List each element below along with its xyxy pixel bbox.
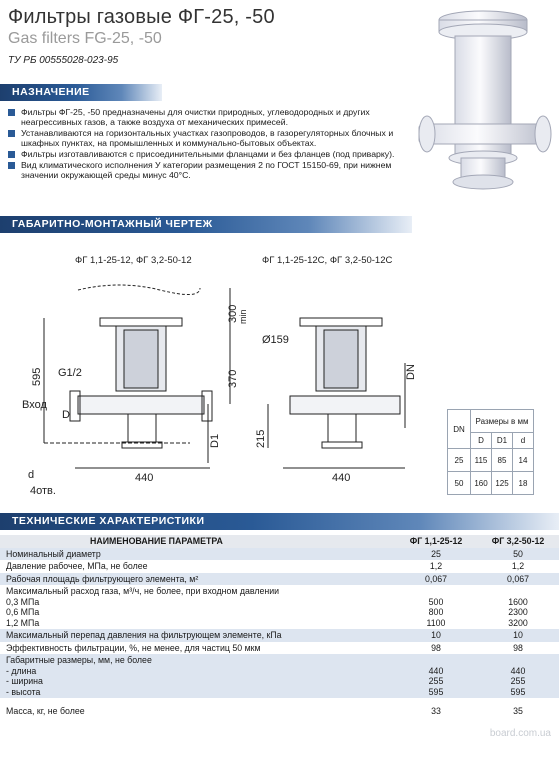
product-photo (415, 6, 555, 196)
table-row: Максимальный перепад давления на фильтрующем элементе, кПа 10 10 (0, 629, 559, 642)
dim-370: 370 (227, 369, 239, 388)
drawing-caption-right: ФГ 1,1-25-12С, ФГ 3,2-50-12С (262, 255, 393, 266)
dim-215: 215 (255, 429, 267, 448)
label-D1: D1 (209, 433, 221, 448)
purpose-list (8, 107, 408, 181)
tu-code: ТУ РБ 00555028-023-95 (8, 55, 119, 66)
dim-440-right: 440 (332, 472, 351, 484)
dimensions-caption: Размеры в мм (471, 410, 534, 433)
dim-595: 595 (31, 367, 43, 386)
dim-300: 300 (227, 304, 239, 323)
specs-section-header: ТЕХНИЧЕСКИЕ ХАРАКТЕРИСТИКИ (0, 513, 559, 530)
table-row: 50 160 125 18 (448, 472, 534, 495)
dim-min: min (238, 309, 248, 324)
assembly-drawing (0, 268, 440, 503)
table-row: Масса, кг, не более 33 35 (6, 706, 523, 716)
table-row: Габаритные размеры, мм, не более - длина - ширина - высота 440 255 595 440 255 595 (0, 654, 559, 698)
col-D1: D1 (492, 433, 513, 449)
table-row: Эффективность фильтрации, %, не менее, для частиц 50 мкм 98 98 (6, 642, 523, 653)
list-item: Вид климатического исполнения У категории размещения 2 по ГОСТ 15150-69, при нижнем значении окружающей среды минус 40°С. (8, 160, 408, 180)
label-D: D (62, 409, 70, 421)
label-DN: DN (405, 364, 417, 380)
list-item: Фильтры изготавливаются с присоединительными фланцами и без фланцев (под приварку). (8, 149, 408, 159)
bullet-icon (8, 162, 15, 169)
label-holes: 4отв. (30, 485, 56, 497)
label-inlet: Вход (22, 399, 47, 411)
col-D: D (471, 433, 492, 449)
col-d: d (513, 433, 534, 449)
page-title: Фильтры газовые ФГ-25, -50 (8, 6, 275, 28)
table-row: 25 115 85 14 (448, 449, 534, 472)
dim-440-left: 440 (135, 472, 154, 484)
page-subtitle: Gas filters FG-25, -50 (8, 30, 162, 47)
table-row: Номинальный диаметр 25 50 (0, 548, 559, 561)
label-dia159: Ø159 (262, 334, 289, 346)
label-g12: G1/2 (58, 367, 82, 379)
dn-header: DN (448, 410, 471, 449)
list-item: Устанавливаются на горизонтальных участках газопроводов, в газорегуляторных блочных и шкафных пунктах, на промышленных и коммунально-бытовых объектах. (8, 128, 408, 148)
drawing-caption-left: ФГ 1,1-25-12, ФГ 3,2-50-12 (75, 255, 192, 266)
bullet-icon (8, 130, 15, 137)
bullet-icon (8, 151, 15, 158)
bullet-icon (8, 109, 15, 116)
list-item: Фильтры ФГ-25, -50 предназначены для очистки природных, углеводородных и других неагрессивных газов, а также воздуха от механических примесей. (8, 107, 408, 127)
label-d: d (28, 469, 35, 481)
purpose-section-header: НАЗНАЧЕНИЕ (0, 84, 162, 101)
table-header: НАИМЕНОВАНИЕ ПАРАМЕТРА ФГ 1,1-25-12 ФГ 3,2-50-12 (0, 535, 559, 548)
table-row: Максимальный расход газа, м³/ч, не более, при входном давлении 0,3 МПа 0,6 МПа 1,2 МПа 500 800 1100 1600 2300 3200 (6, 586, 528, 628)
watermark: board.com.ua (489, 728, 551, 739)
dimensions-table (447, 409, 534, 495)
table-row: Давление рабочее, МПа, не более 1,2 1,2 (6, 561, 525, 571)
table-row: Рабочая площадь фильтрующего элемента, м² 0,067 0,067 (0, 573, 559, 586)
drawing-section-header: ГАБАРИТНО-МОНТАЖНЫЙ ЧЕРТЕЖ (0, 216, 412, 233)
specs-table (0, 535, 559, 718)
